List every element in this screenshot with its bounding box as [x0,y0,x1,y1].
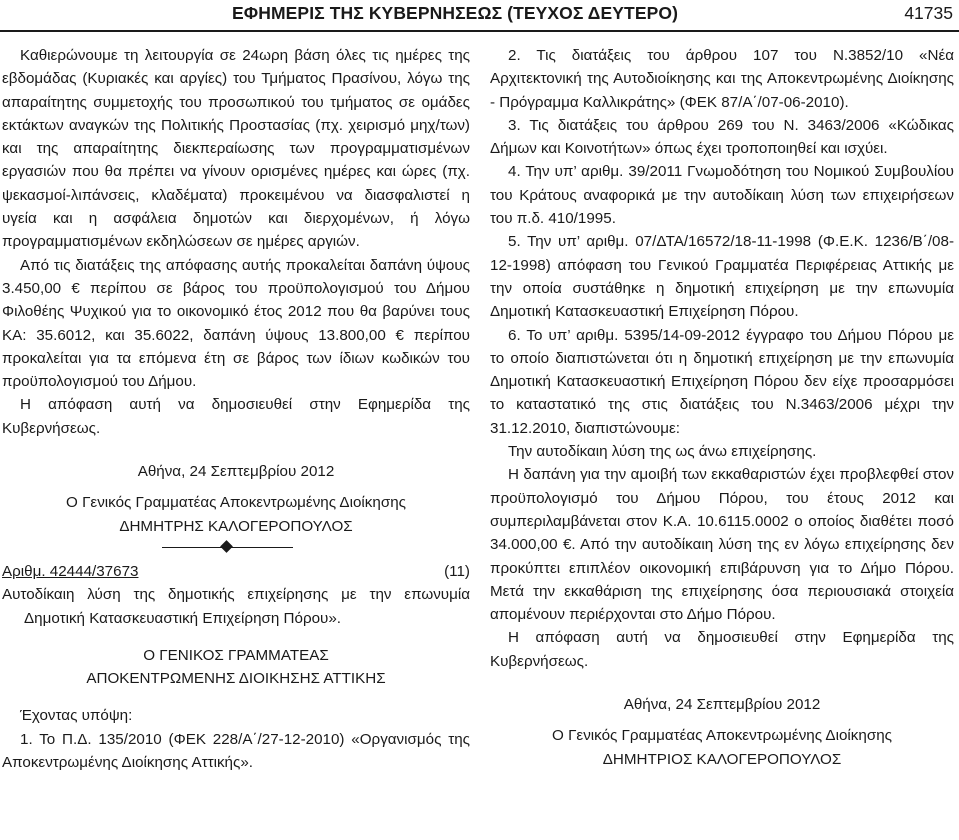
signer-title-right: Ο Γενικός Γραμματέας Αποκεντρωμένης Διοίκησης [552,727,892,745]
signer-name-right: ΔΗΜΗΤΡΙΟΣ ΚΑΛΟΓΕΡΟΠΟΥΛΟΣ [602,750,842,768]
decision-index: (11) [444,562,470,580]
consideration-6: 6. Το υπ’ αριθμ. 5395/14-09-2012 έγγραφο του Δήμου Πόρου με το οποίο διαπιστώνεται ότι η δημοτική επιχείρηση με την επωνυμία Δημοτική Κατασκευαστική Επιχείρηση Πόρου δεν είχε προσαρμόσει το καταστατικό της στις διατάξεις του Ν.3463/2006 μέχρι την 31.12.2010, διαπιστώνουμε: [490,326,954,437]
paragraph-publish-right: Η απόφαση αυτή να δημοσιευθεί στην Εφημερίδα της Κυβερνήσεως. [490,629,954,670]
place-date-right: Αθήνα, 24 Σεπτεμβρίου 2012 [623,696,821,714]
consideration-4: 4. Την υπ’ αριθμ. 39/2011 Γνωμοδότηση του Νομικού Συμβουλίου του Κράτους αναφορικά με την αυτοδίκαιη λύση των επιχειρήσεων του π.δ. 410/1995. [490,163,954,228]
paragraph-expense: Από τις διατάξεις της απόφασης αυτής προκαλείται δαπάνη ύψους 3.450,00 € περίπου σε βάρος του προϋπολογισμού του Δήμου Φιλοθέης Ψυχικού για το οικονομικό έτος 2012 που θα βαρύνει τους ΚΑ: 35.6012, και 35.6022, δαπάνη ύψους 13.800,00 € περίπου προκαλείται για τα επόμενα έτη σε βάρος των ίδιων κωδικών του προϋπολογισμού του Δήμου. [2,256,470,391]
consideration-3: 3. Τις διατάξεις του άρθρου 269 του Ν. 3463/2006 «Κώδικας Δήμων και Κοινοτήτων» όπως έχει τροποποιηθεί και ισχύει. [490,116,954,158]
page-number: 41735 [904,3,953,23]
section-divider [2,540,470,554]
gazette-title: ΕΦΗΜΕΡΙΣ ΤΗΣ ΚΥΒΕΡΝΗΣΕΩΣ (ΤΕΥΧΟΣ ΔΕΥΤΕΡΟ) [232,3,679,23]
diamond-ornament-icon [220,540,233,553]
right-column [490,44,954,771]
signer-name: ΔΗΜΗΤΡΗΣ ΚΑΛΟΓΕΡΟΠΟΥΛΟΣ [119,517,353,535]
paragraph-24h-operation: Καθιερώνουμε τη λειτουργία σε 24ωρη βάση όλες τις ημέρες της εβδομάδας (Κυριακές και αργίες) του Τμήματος Πρασίνου, λόγω της απαραίτητης συμμετοχής του προσωπικού του τμήματος σε ομάδες εκτάκτων αναγκών της Πολιτικής Προστασίας (πχ. χειρισμό μηχ/των) και της απαραίτητης διεκπεραίωσης των προγραμματισμένων εργασιών που θα πρέπει να γίνουν ορισμένες ημέρες και ώρες (πχ. ψεκασμοί-λιπάνσεις, κλαδέματα) προκειμένου να διασφαλιστεί η υγεία και η ασφάλεια δημοτών και διερχομένων, ή λόγω προγραμματισμένων εκδηλώσεων σε ημέρες αργιών. [2,47,470,251]
page-header [0,0,959,30]
consideration-2: 2. Τις διατάξεις του άρθρου 107 του Ν.3852/10 «Νέα Αρχιτεκτονική της Αυτοδιοίκησης και της Αποκεντρωμένης Διοίκησης - Πρόγραμμα Καλλικράτης» (ΦΕΚ 87/Α΄/07-06-2010). [490,47,954,111]
place-date: Αθήνα, 24 Σεπτεμβρίου 2012 [137,463,335,481]
consideration-1: 1. Το Π.Δ. 135/2010 (ΦΕΚ 228/Α΄/27-12-2010) «Οργανισμός της Αποκεντρωμένης Διοίκησης Αττικής». [2,730,470,772]
decision-number: Αριθμ. 42444/37673 [2,562,139,580]
paragraph-dissolution: Την αυτοδίκαιη λύση της ως άνω επιχείρησης. [508,443,817,461]
left-column [2,44,470,774]
authority-line-2: ΑΠΟΚΕΝΤΡΩΜΕΝΗΣ ΔΙΟΙΚΗΣΗΣ ΑΤΤΙΚΗΣ [86,670,386,688]
having-regard: Έχοντας υπόψη: [20,707,133,725]
header-rule [0,30,959,32]
paragraph-cost: Η δαπάνη για την αμοιβή των εκκαθαριστών έχει προβλεφθεί στον προϋπολογισμό του Δήμου Πόρου, του έτους 2012 και συμπεριλαμβάνεται στον Κ.Α. 10.6115.0002 ο οποίος διαθέτει ποσό 34.000,00 €. Από την αυτοδίκαιη λύση της εν λόγω επιχείρησης δεν προκύπτει επιπλέον οικονομική επιβάρυνση για το Δήμο Πόρου. Μετά την εκκαθάριση της επιχείρησης όσα περιουσιακά στοιχεία απομένουν περιέρχονται στο Δήμο Πόρου. [490,466,954,624]
decision-title: Αυτοδίκαιη λύση της δημοτικής επιχείρησης με την επωνυμία Δημοτική Κατασκευαστική Επιχείρηση Πόρου». [2,586,470,627]
signer-title: Ο Γενικός Γραμματέας Αποκεντρωμένης Διοίκησης [66,494,406,512]
decision-heading [2,560,470,583]
consideration-5: 5. Την υπ’ αριθμ. 07/ΔΤΑ/16572/18-11-1998 (Φ.Ε.Κ. 1236/Β΄/08-12-1998) απόφαση του Γενικού Γραμματέα Περιφέρειας Αττικής με την οποία συστάθηκε η δημοτική επιχείρηση με την επωνυμία Δημοτική Κατασκευαστική Επιχείρηση Πόρου. [490,233,954,321]
authority-line-1: Ο ΓΕΝΙΚΟΣ ΓΡΑΜΜΑΤΕΑΣ [143,646,329,664]
paragraph-publish: Η απόφαση αυτή να δημοσιευθεί στην Εφημερίδα της Κυβερνήσεως. [2,396,470,437]
